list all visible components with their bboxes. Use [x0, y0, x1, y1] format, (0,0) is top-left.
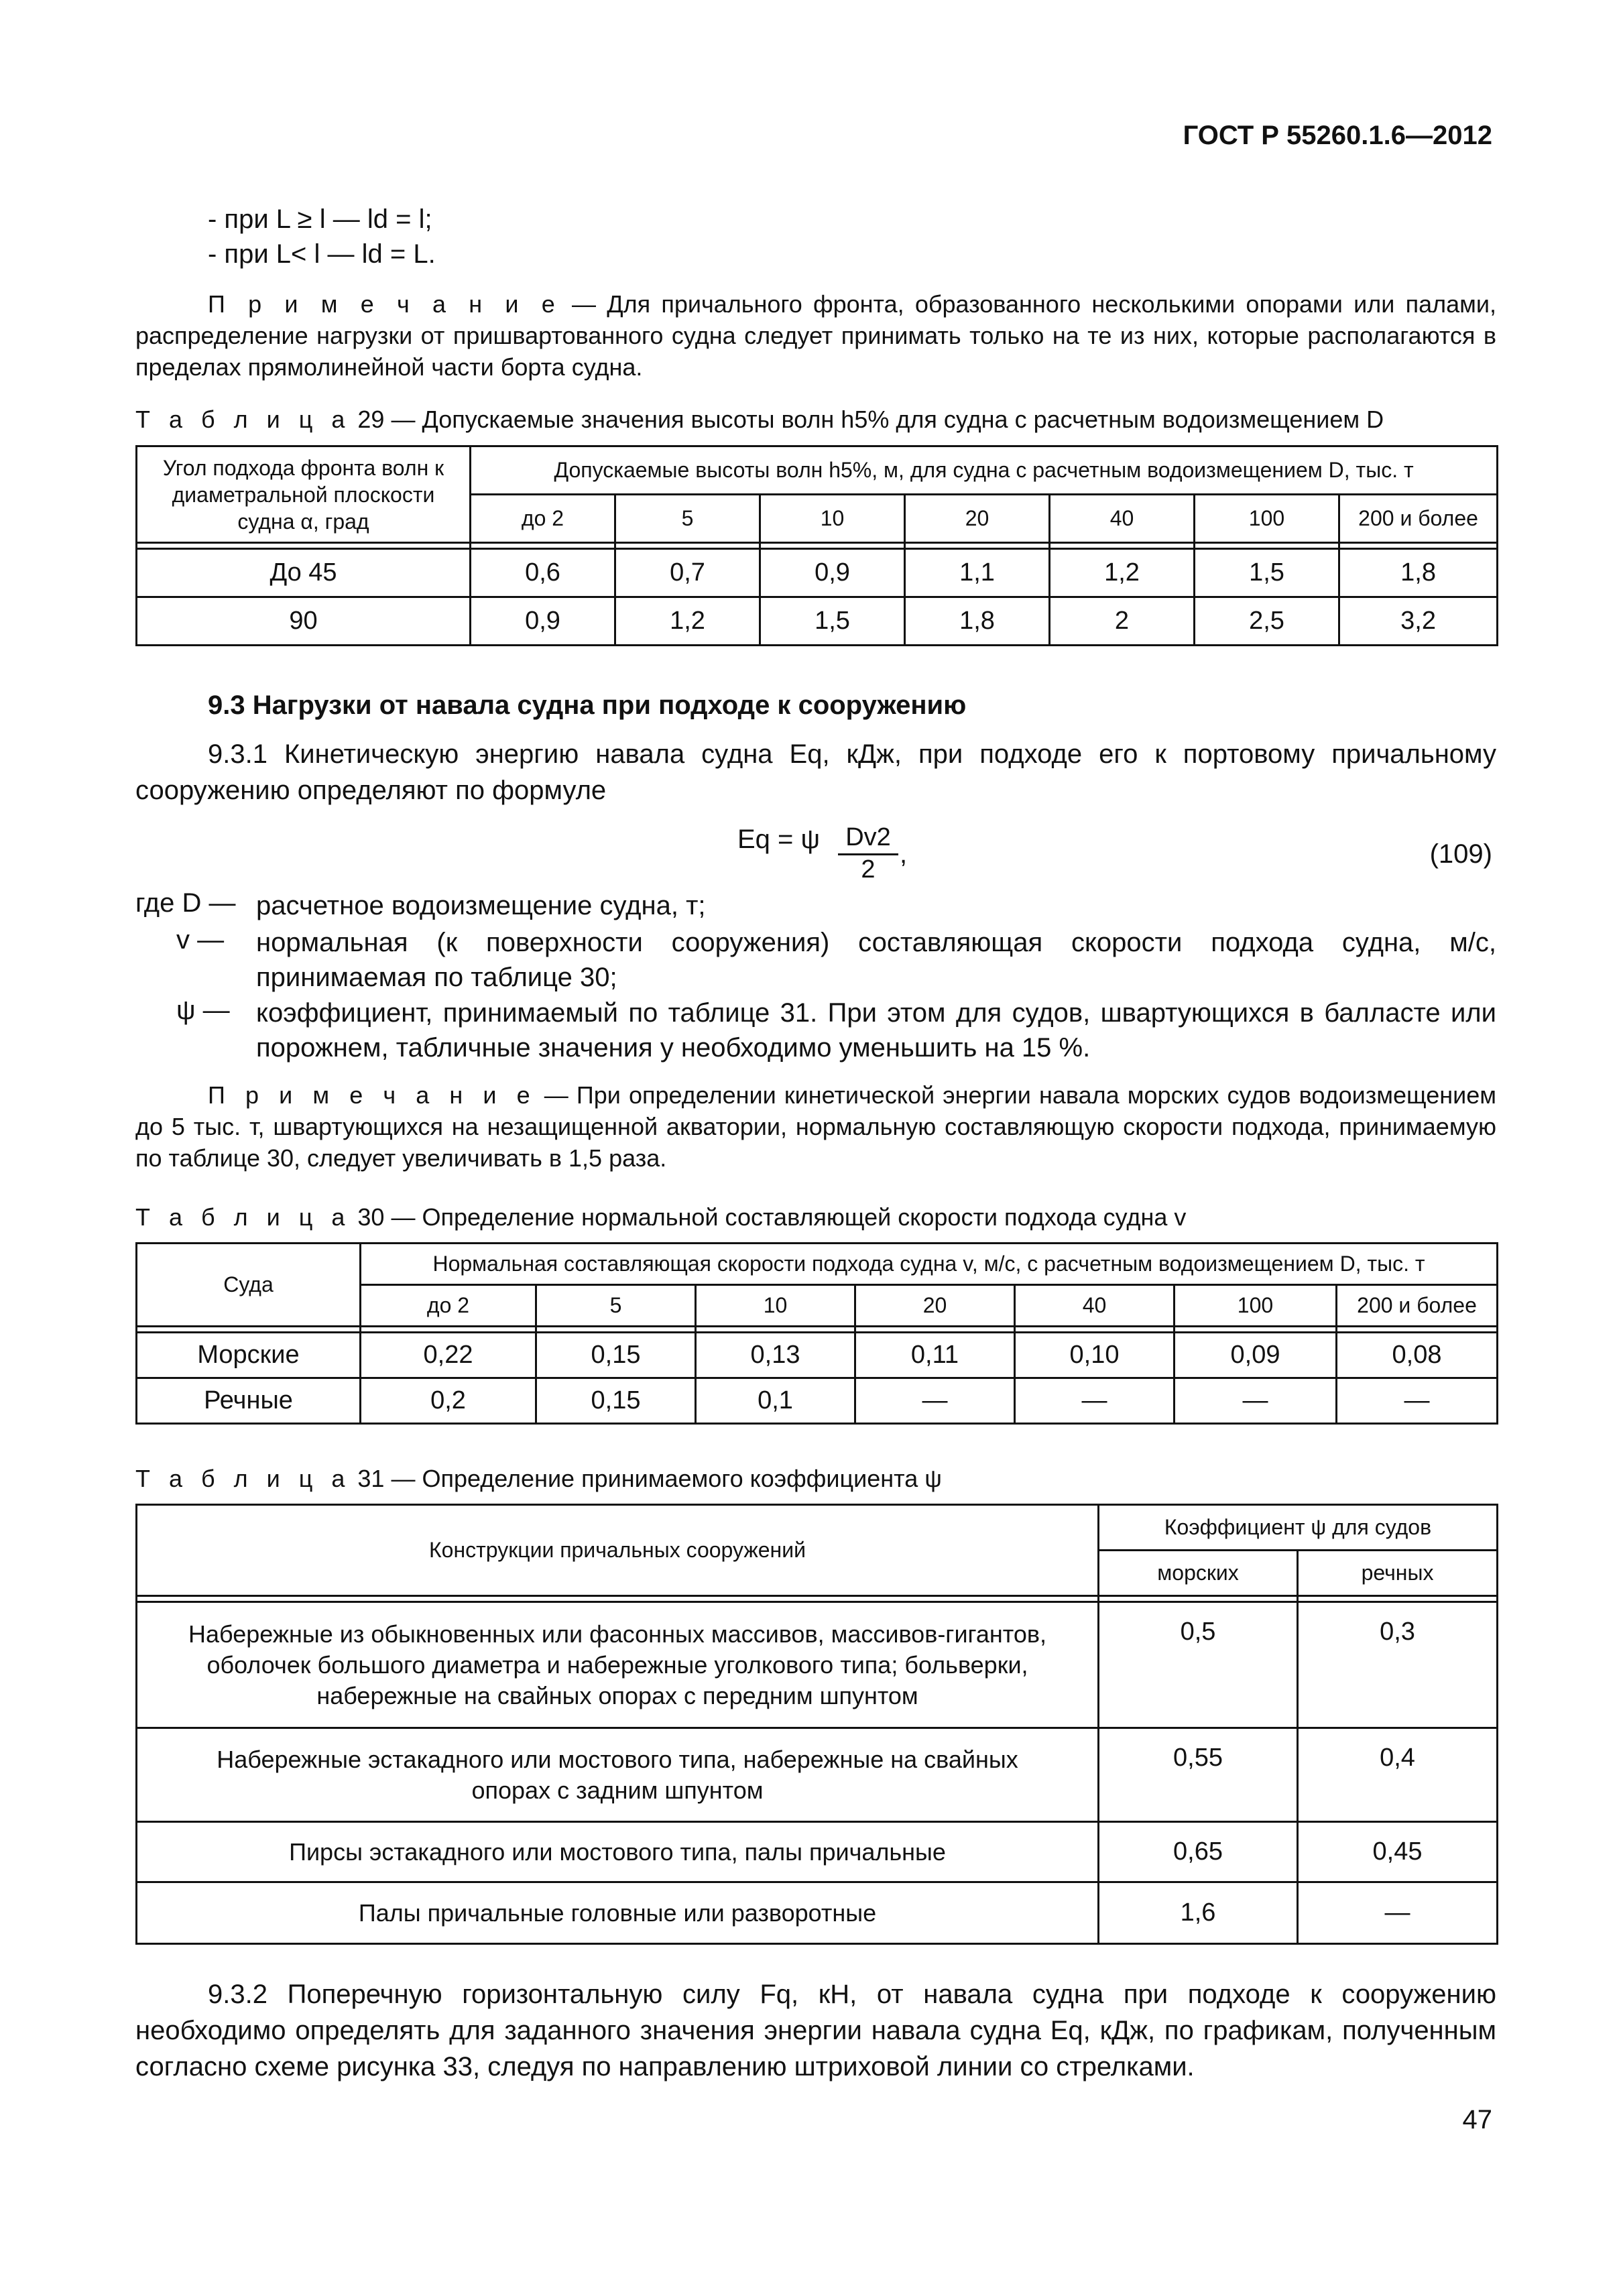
- table30-cell: —: [1015, 1378, 1175, 1424]
- section-paragraph-2: 9.3.2 Поперечную горизонтальную силу Fq, кН, от навала судна при подходе к сооружению необходимо определять для заданного значения энергии навала судна Eq, кДж, по графикам, полученным согласно схеме рисунка 33, следуя по направлению штриховой линии со стрелками.: [135, 1980, 1496, 2081]
- page-number: 47: [1462, 2105, 1492, 2134]
- table29-cell: 1,5: [1195, 549, 1339, 597]
- table29-col: 200 и более: [1339, 495, 1498, 543]
- table-row: [137, 1602, 1498, 1728]
- table-row: [137, 1333, 1498, 1378]
- table30-caption-label: Т а б л и ц а: [135, 1203, 351, 1231]
- def-symbol-psi: ψ —: [176, 995, 230, 1025]
- table29-caption-text: 29 — Допускаемые значения высоты волн h5% для судна с расчетным водоизмещением D: [351, 406, 1384, 433]
- table29-cell: 2,5: [1195, 597, 1339, 646]
- table29-group-header: Допускаемые высоты волн h5%, м, для судна с расчетным водоизмещением D, тыс. т: [471, 446, 1498, 495]
- table29-cell: 3,2: [1339, 597, 1498, 646]
- table30-col: до 2: [361, 1285, 536, 1327]
- table29-cell: 1,8: [905, 597, 1050, 646]
- table-31: [135, 1504, 1498, 1945]
- table31-row-label: Набережные из обыкновенных или фасонных массивов, массивов-гигантов, оболочек большого диаметра и набережные уголкового типа; больверки, набережные на свайных опорах с передним шпунтом: [137, 1602, 1099, 1728]
- table29-cell: 0,9: [471, 597, 615, 646]
- def-symbol-v: v —: [176, 925, 225, 955]
- table30-cell: 0,15: [536, 1333, 696, 1378]
- table29-col: до 2: [471, 495, 615, 543]
- table30-cell: 0,2: [361, 1378, 536, 1424]
- table31-group-header: Коэффициент ψ для судов: [1099, 1505, 1498, 1551]
- table29-cell: 1,1: [905, 549, 1050, 597]
- table29-col: 20: [905, 495, 1050, 543]
- table30-col: 5: [536, 1285, 696, 1327]
- table30-cell: —: [1337, 1378, 1498, 1424]
- note-2-label: П р и м е ч а н и е: [208, 1081, 536, 1109]
- table30-group-header: Нормальная составляющая скорости подхода судна v, м/с, с расчетным водоизмещением D, тыс. т: [361, 1244, 1498, 1285]
- table30-cell: —: [1175, 1378, 1337, 1424]
- table31-caption: [135, 1465, 942, 1493]
- document-id: ГОСТ Р 55260.1.6—2012: [1183, 121, 1492, 150]
- table31-cell: 1,6: [1099, 1882, 1298, 1944]
- table-30: [135, 1242, 1498, 1425]
- table29-cell: 1,8: [1339, 549, 1498, 597]
- formula-numerator: Dv2: [838, 823, 898, 855]
- table29-row-header: Угол подхода фронта волн к диаметральной плоскости судна α, град: [137, 446, 471, 543]
- table30-cell: —: [855, 1378, 1015, 1424]
- table30-row-header: Суда: [137, 1244, 361, 1327]
- equation-number: (109): [1429, 839, 1492, 869]
- table30-cell: 0,09: [1175, 1333, 1337, 1378]
- table31-cell: 0,4: [1298, 1728, 1498, 1822]
- table30-col: 40: [1015, 1285, 1175, 1327]
- table-row: [137, 597, 1498, 646]
- table29-cell: 1,2: [1050, 549, 1195, 597]
- condition-line-2: - при L< l — ld = L.: [208, 239, 436, 269]
- table-row: [137, 1728, 1498, 1822]
- table29-cell: 1,5: [760, 597, 905, 646]
- table29-cell: 1,2: [615, 597, 760, 646]
- table30-row-label: Речные: [137, 1378, 361, 1424]
- table29-cell: 2: [1050, 597, 1195, 646]
- table29-col: 5: [615, 495, 760, 543]
- note-2-text: — При определении кинетической энергии навала морских судов водоизмещением до 5 тыс. т, швартующихся на незащищенной акватории, нормальную составляющую скорости подхода, принимаемую по таблице 30, следует увеличивать в 1,5 раза.: [135, 1081, 1496, 1172]
- note-1-text: — Для причального фронта, образованного несколькими опорами или палами, распределение нагрузки от пришвартованного судна следует принимать только на те из них, которые располагаются в пределах прямолинейной части борта судна.: [135, 290, 1496, 381]
- table30-cell: 0,10: [1015, 1333, 1175, 1378]
- table30-caption: [135, 1203, 1186, 1231]
- section-paragraph-1: 9.3.1 Кинетическую энергию навала судна Eq, кДж, при подходе его к портовому причальному сооружению определяют по формуле: [135, 739, 1496, 805]
- table29-col: 100: [1195, 495, 1339, 543]
- table30-row-label: Морские: [137, 1333, 361, 1378]
- note-1: [135, 288, 1496, 383]
- def-text-v: нормальная (к поверхности сооружения) составляющая скорости подхода судна, м/с, принимаемая по таблице 30;: [256, 928, 1496, 992]
- table31-col: речных: [1298, 1551, 1498, 1596]
- table30-caption-text: 30 — Определение нормальной составляющей скорости подхода судна v: [351, 1203, 1187, 1231]
- table29-col: 40: [1050, 495, 1195, 543]
- table31-cell: —: [1298, 1882, 1498, 1944]
- formula-denominator: 2: [861, 855, 876, 884]
- table-row: [137, 549, 1498, 597]
- table30-cell: 0,22: [361, 1333, 536, 1378]
- table30-col: 200 и более: [1337, 1285, 1498, 1327]
- table31-cell: 0,45: [1298, 1822, 1498, 1882]
- def-text-d: расчетное водоизмещение судна, т;: [256, 891, 706, 920]
- table30-cell: 0,1: [696, 1378, 855, 1424]
- table31-row-label: Набережные эстакадного или мостового типа, набережные на свайных опорах с задним шпунтом: [137, 1728, 1099, 1822]
- table29-row-label: 90: [137, 597, 471, 646]
- condition-line-1: - при L ≥ l — ld = l;: [208, 204, 432, 234]
- table29-cell: 0,7: [615, 549, 760, 597]
- table31-cell: 0,5: [1099, 1602, 1298, 1728]
- table31-row-label: Пирсы эстакадного или мостового типа, палы причальные: [137, 1822, 1099, 1882]
- table30-cell: 0,13: [696, 1333, 855, 1378]
- table-29: [135, 445, 1498, 646]
- table29-cell: 0,9: [760, 549, 905, 597]
- formula-fraction: [838, 823, 898, 884]
- table29-col: 10: [760, 495, 905, 543]
- formula-tail: ,: [900, 839, 908, 869]
- note-2: [135, 1079, 1496, 1174]
- section-heading: 9.3 Нагрузки от навала судна при подходе к сооружению: [208, 690, 967, 720]
- table-row: [137, 1378, 1498, 1424]
- table30-cell: 0,08: [1337, 1333, 1498, 1378]
- def-symbol-d: где D —: [135, 888, 236, 918]
- table31-cell: 0,3: [1298, 1602, 1498, 1728]
- formula-lhs: Eq = ψ: [737, 825, 821, 854]
- table31-cell: 0,55: [1099, 1728, 1298, 1822]
- table30-col: 20: [855, 1285, 1015, 1327]
- table-row: [137, 1882, 1498, 1944]
- table-row: [137, 1822, 1498, 1882]
- note-1-label: П р и м е ч а н и е: [208, 290, 561, 318]
- table30-cell: 0,11: [855, 1333, 1015, 1378]
- table30-col: 10: [696, 1285, 855, 1327]
- def-text-psi: коэффициент, принимаемый по таблице 31. При этом для судов, швартующихся в балласте или порожнем, табличные значения y необходимо уменьшить на 15 %.: [256, 998, 1496, 1063]
- table29-caption: [135, 406, 1384, 434]
- table30-col: 100: [1175, 1285, 1337, 1327]
- table31-caption-label: Т а б л и ц а: [135, 1465, 351, 1492]
- table29-caption-label: Т а б л и ц а: [135, 406, 351, 433]
- table31-cell: 0,65: [1099, 1822, 1298, 1882]
- table29-cell: 0,6: [471, 549, 615, 597]
- table30-cell: 0,15: [536, 1378, 696, 1424]
- table29-row-label: До 45: [137, 549, 471, 597]
- table31-col: морских: [1099, 1551, 1298, 1596]
- table31-row-label: Палы причальные головные или разворотные: [137, 1882, 1099, 1944]
- table31-row-header: Конструкции причальных сооружений: [137, 1505, 1099, 1596]
- table31-caption-text: 31 — Определение принимаемого коэффициента ψ: [351, 1465, 942, 1492]
